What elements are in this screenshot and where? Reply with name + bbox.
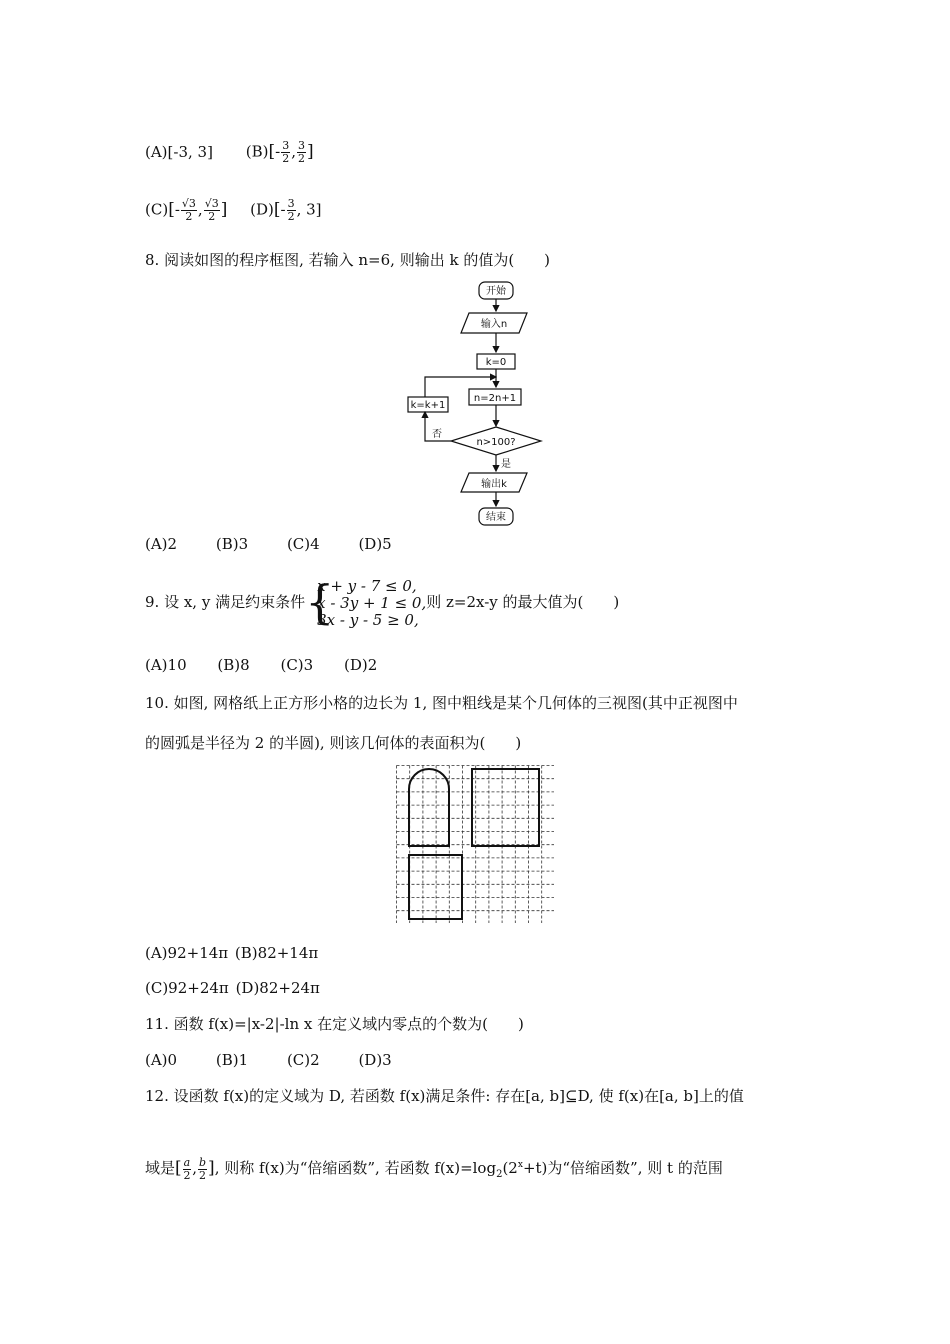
- q7-option-d: (D)[- $\frac{3}{2}$ , 3]: [250, 197, 322, 223]
- q10-options-row1: [145, 943, 318, 963]
- q11-option-d: (D)3: [358, 1051, 392, 1069]
- q10-option-d: (D)82+24π: [235, 979, 320, 997]
- flow-start-text: 开始: [486, 286, 506, 297]
- flow-yes-label: 是: [501, 459, 511, 470]
- q7-option-a: (A)[-3, 3]: [145, 142, 213, 161]
- q10-three-view-figure: [396, 765, 554, 923]
- q8-option-d: (D)5: [358, 535, 392, 553]
- q7-options-row2: [145, 198, 322, 223]
- q9-option-a: (A)10: [145, 656, 187, 674]
- q8-flowchart: [395, 278, 555, 528]
- q11-option-c: (C)2: [286, 1051, 320, 1069]
- q9-stem: 9. 设 x, y 满足约束条件 { x + y - 7 ≤ 0, x - 3y + 1 ≤ 0, 3x - y - 5 ≥ 0, 则 z=2x-y 的最大值为( ): [145, 574, 620, 629]
- side-view: [472, 769, 539, 846]
- flow-no-label: 否: [432, 429, 442, 440]
- q12-stem-line2: 域是[ $\frac{a}{2}$ , $\frac{b}{2}$ ], 则称 f(x)为“倍缩函数”, 若函数 $f(x)=\log_2(2^x+t)$为“倍缩函数”, 则 t 的范围: [145, 1155, 723, 1182]
- q9-option-b: (B)8: [217, 656, 250, 674]
- q9-constraint-system: { x + y - 7 ≤ 0, x - 3y + 1 ≤ 0, 3x - y - 5 ≥ 0,: [305, 574, 427, 629]
- flow-cond-text: n>100?: [476, 437, 516, 448]
- q9-option-c: (C)3: [280, 656, 314, 674]
- flow-init-text: k=0: [485, 357, 507, 368]
- flow-input-text: 输入n: [480, 319, 508, 330]
- q8-stem: 8. 阅读如图的程序框图, 若输入 n=6, 则输出 k 的值为( ): [145, 251, 551, 269]
- q8-options: [145, 534, 392, 554]
- q10-options-row2: [145, 978, 320, 998]
- q7-option-b: (B)[- $\frac{3}{2}$ , $\frac{3}{2}$ ]: [245, 139, 314, 165]
- q8-option-a: (A)2: [145, 535, 178, 553]
- front-view: [409, 769, 449, 846]
- q10-option-b: (B)82+14π: [234, 944, 319, 962]
- q10-stem-line2: 的圆弧是半径为 2 的半圆), 则该几何体的表面积为( ): [145, 734, 522, 752]
- q9-options: [145, 655, 377, 675]
- q11-stem: 11. 函数 f(x)=|x-2|-ln x 在定义域内零点的个数为( ): [145, 1015, 524, 1033]
- q9-option-d: (D)2: [343, 656, 378, 674]
- q11-option-a: (A)0: [145, 1051, 178, 1069]
- q10-option-a: (A)92+14π: [145, 944, 229, 962]
- flow-output-text: 输出k: [481, 479, 507, 490]
- flow-update-k-text: k=k+1: [410, 400, 446, 411]
- q7-options-row1: [145, 140, 314, 165]
- q10-stem-line1: 10. 如图, 网格纸上正方形小格的边长为 1, 图中粗线是某个几何体的三视图(其中正视图中: [145, 694, 738, 712]
- flow-end-text: 结束: [486, 512, 506, 523]
- q12-stem-line1: 12. 设函数 f(x)的定义域为 D, 若函数 f(x)满足条件: 存在[a, b]⊆D, 使 f(x)在[a, b]上的值: [145, 1087, 744, 1105]
- q10-option-c: (C)92+24π: [145, 979, 229, 997]
- top-view: [409, 855, 462, 919]
- q11-options: [145, 1050, 392, 1070]
- q7-option-c: (C)[- $\frac{√3}{2}$ , $\frac{√3}{2}$ ]: [145, 197, 228, 223]
- flow-update-n-text: n=2n+1: [473, 393, 517, 404]
- q11-option-b: (B)1: [215, 1051, 249, 1069]
- q8-option-c: (C)4: [286, 535, 320, 553]
- q8-option-b: (B)3: [215, 535, 249, 553]
